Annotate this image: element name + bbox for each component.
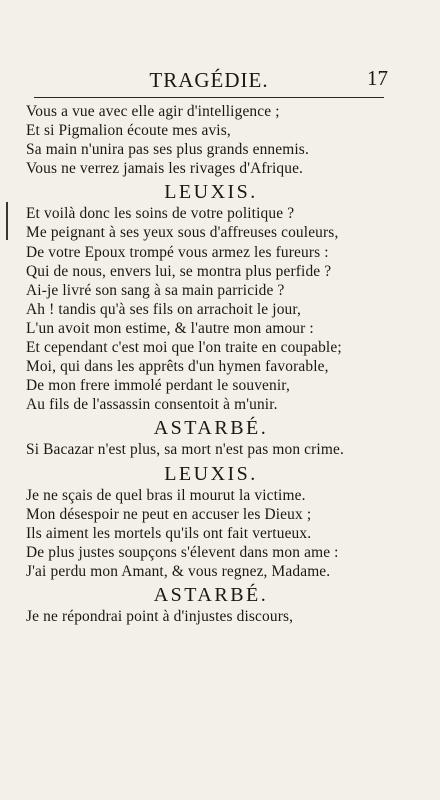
- running-title: TRAGÉDIE.: [149, 68, 269, 92]
- verse-line: Je ne répondrai point à d'injustes discours,: [26, 607, 294, 625]
- speaker-name: LEUXIS.: [164, 181, 258, 204]
- page-number: 17: [367, 66, 388, 90]
- verse-line: Qui de nous, envers lui, se montra plus perfide ?: [26, 262, 332, 280]
- verse-line: L'un avoit mon estime, & l'autre mon amour :: [26, 319, 314, 337]
- verse-line: Ah ! tandis qu'à ses fils on arrachoit le jour,: [26, 300, 302, 318]
- verse-line: Au fils de l'assassin consentoit à m'unir.: [26, 396, 278, 414]
- verse-line: De plus justes soupçons s'élevent dans mon ame :: [26, 543, 339, 561]
- speaker-name: LEUXIS.: [164, 462, 258, 485]
- verse-line: Moi, qui dans les apprêts d'un hymen favorable,: [26, 358, 329, 376]
- verse-line: Ils aiment les mortels qu'ils ont fait vertueux.: [26, 524, 312, 542]
- verse-line: Sa main n'unira pas ses plus grands ennemis.: [26, 141, 309, 159]
- verse-line: Vous a vue avec elle agir d'intelligence ;: [26, 103, 280, 120]
- verse-line: Et voilà donc les soins de votre politique ?: [26, 205, 295, 223]
- verse-line: De votre Epoux trompé vous armez les fureurs :: [26, 243, 329, 261]
- speaker-name: ASTARBÉ.: [153, 417, 269, 440]
- verse-line: Mon désespoir ne peut en accuser les Dieux ;: [26, 505, 312, 523]
- header-rule: [34, 97, 384, 98]
- verse-line: Je ne sçais de quel bras il mourut la victime.: [26, 486, 306, 504]
- verse-line: Vous ne verrez jamais les rivages d'Afrique.: [26, 160, 304, 178]
- speaker-name: ASTARBÉ.: [153, 583, 269, 606]
- verse-line: Ai-je livré son sang à sa main parricide ?: [26, 281, 285, 299]
- margin-mark: [6, 202, 12, 240]
- verse-line: Et cependant c'est moi que l'on traite en coupable;: [26, 339, 342, 357]
- verse-line: Me peignant à ses yeux sous d'affreuses couleurs,: [26, 224, 339, 242]
- verse-line: De mon frere immolé perdant le souvenir,: [26, 377, 290, 395]
- verse-line: Et si Pigmalion écoute mes avis,: [26, 122, 231, 140]
- verse-line: Si Bacazar n'est plus, sa mort n'est pas mon crime.: [26, 441, 344, 459]
- verse-text: [26, 102, 396, 626]
- verse-line: J'ai perdu mon Amant, & vous regnez, Madame.: [26, 562, 331, 580]
- running-header: [34, 66, 388, 94]
